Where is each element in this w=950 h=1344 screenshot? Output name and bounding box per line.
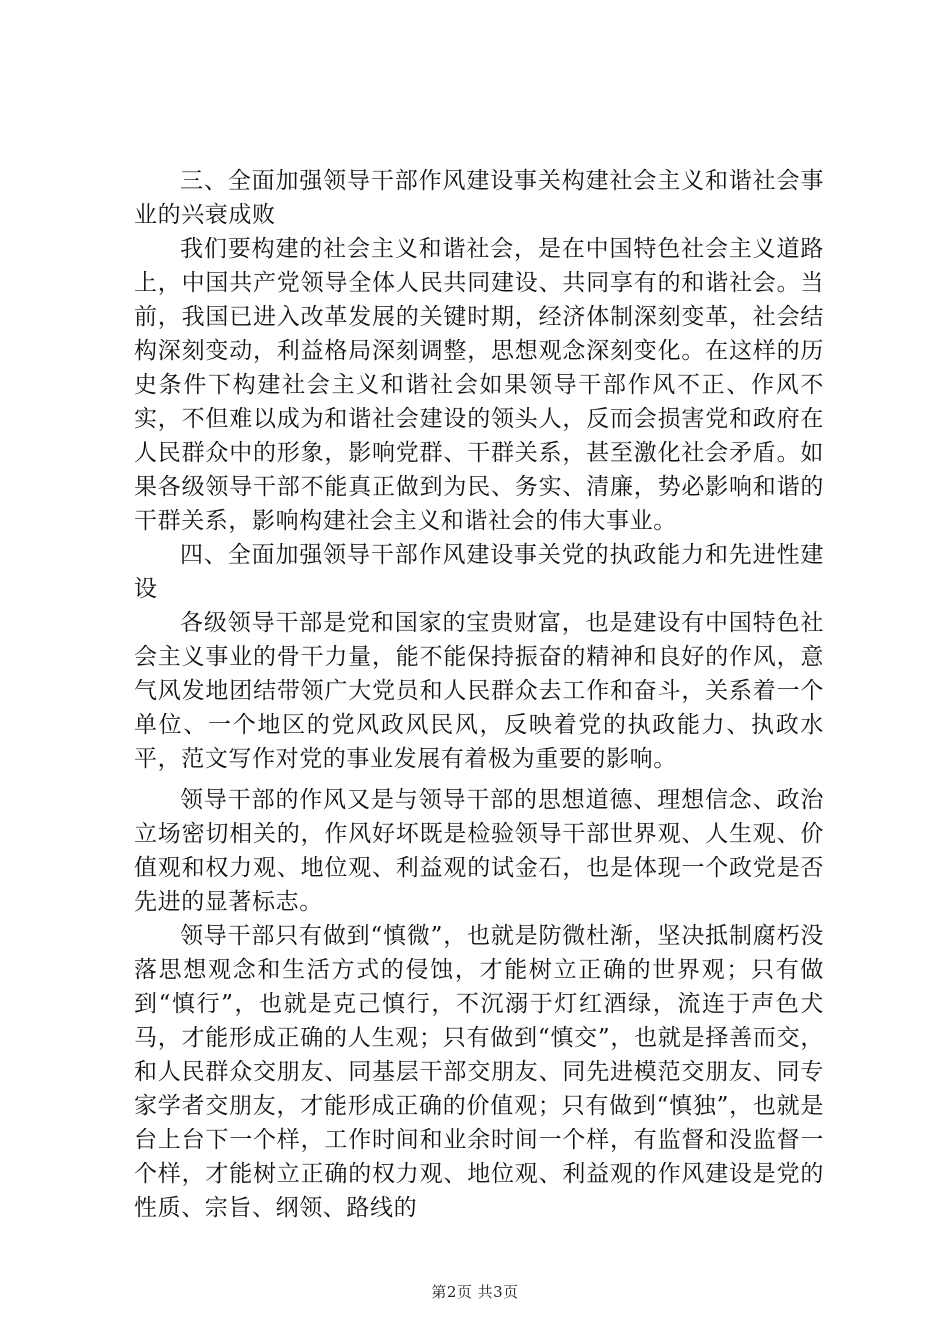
section-heading-four: 四、全面加强领导干部作风建设事关党的执政能力和先进性建设 — [134, 542, 824, 602]
body-paragraph: 我们要构建的社会主义和谐社会，是在中国特色社会主义道路上，中国共产党领导全体人民共同建设、共同享有的和谐社会。当前，我国已进入改革发展的关键时期，经济体制深刻变革，社会结构深刻变动，利益格局深刻调整，思想观念深刻变化。在这样的历史条件下构建社会主义和谐社会如果领导干部作风不正、作风不实，不但难以成为和谐社会建设的领头人，反而会损害党和政府在人民群众中的形象，影响党群、干群关系，甚至激化社会矛盾。如果各级领导干部不能真正做到为民、务实、清廉，势必影响和谐的干群关系，影响构建社会主义和谐社会的伟大事业。 — [134, 236, 824, 534]
body-paragraph: 各级领导干部是党和国家的宝贵财富，也是建设有中国特色社会主义事业的骨干力量，能不能保持振奋的精神和良好的作风，意气风发地团结带领广大党员和人民群众去工作和奋斗，关系着一个单位、一个地区的党风政风民风，反映着党的执政能力、执政水平，范文写作对党的事业发展有着极为重要的影响。 — [134, 610, 824, 772]
body-paragraph: 领导干部只有做到“慎微”，也就是防微杜渐，坚决抵制腐朽没落思想观念和生活方式的侵蚀，才能树立正确的世界观；只有做到“慎行”，也就是克己慎行，不沉溺于灯红酒绿，流连于声色犬马，才能形成正确的人生观；只有做到“慎交”，也就是择善而交，和人民群众交朋友、同基层干部交朋友、同先进模范交朋友、同专家学者交朋友，才能形成正确的价值观；只有做到“慎独”，也就是台上台下一个样，工作时间和业余时间一个样，有监督和没监督一个样，才能树立正确的权力观、地位观、利益观的作风建设是党的性质、宗旨、纲领、路线的 — [134, 923, 824, 1221]
page-number-footer: 第2页 共3页 — [431, 1283, 519, 1301]
section-heading-three: 三、全面加强领导干部作风建设事关构建社会主义和谐社会事业的兴衰成败 — [134, 168, 824, 228]
document-body — [134, 164, 824, 1225]
body-paragraph: 领导干部的作风又是与领导干部的思想道德、理想信念、政治立场密切相关的，作风好坏既是检验领导干部世界观、人生观、价值观和权力观、地位观、利益观的试金石，也是体现一个政党是否先进的显著标志。 — [134, 787, 824, 915]
